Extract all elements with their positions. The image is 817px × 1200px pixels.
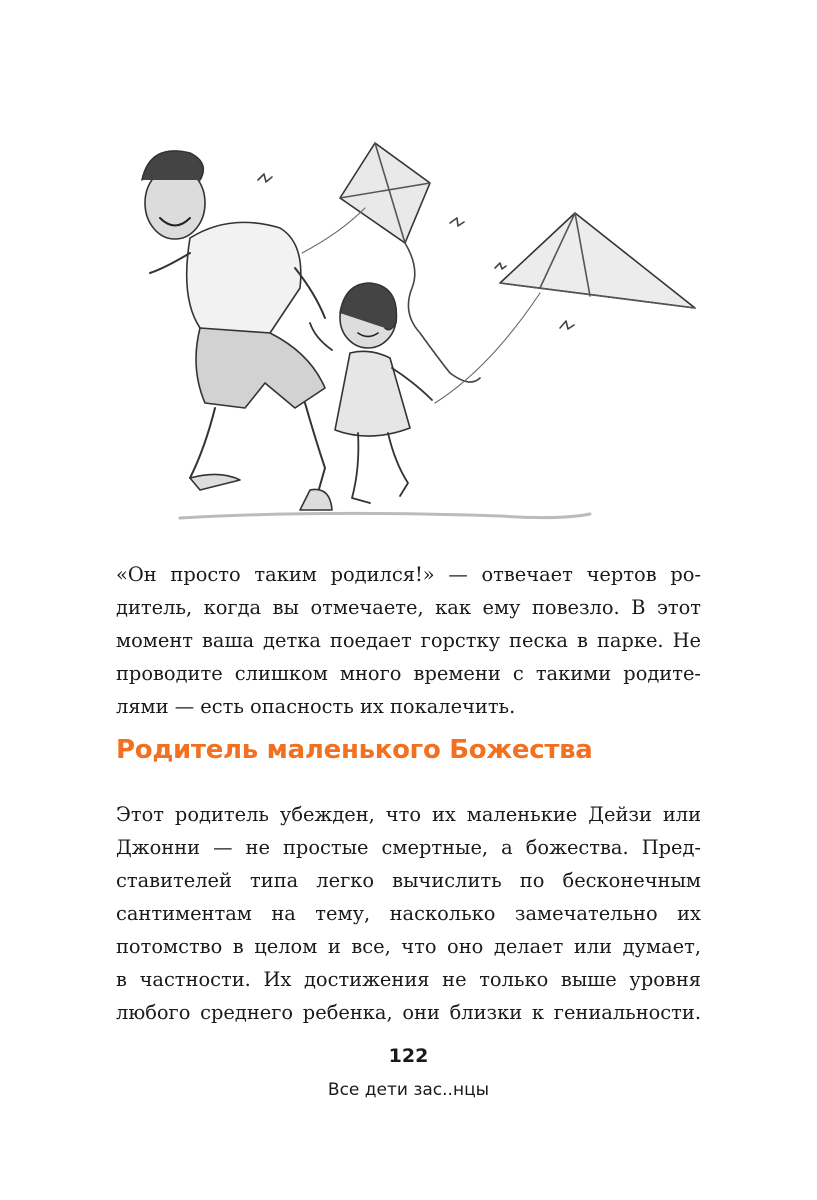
- paragraph-line: ставителей типа легко вычислить по бесконечным: [116, 869, 701, 892]
- paragraph-line: Этот родитель убежден, что их маленькие Дейзи или: [116, 803, 701, 826]
- kite-illustration: [120, 118, 710, 538]
- paragraph-line: «Он просто таким родился!» — отвечает чертов ро-: [116, 563, 701, 586]
- paragraph-line: проводите слишком много времени с такими родите-: [116, 662, 701, 685]
- paragraph-line: в частности. Их достижения не только выше уровня: [116, 968, 701, 991]
- paragraph-1: [116, 558, 701, 723]
- book-title-footer: Все дети зас..нцы: [327, 1080, 490, 1100]
- paragraph-line: дитель, когда вы отмечаете, как ему повезло. В этот: [116, 596, 701, 619]
- page-number: 122: [388, 1045, 429, 1067]
- paragraph-line: любого среднего ребенка, они близки к гениальности.: [116, 1001, 701, 1024]
- paragraph-line: сантиментам на тему, насколько замечательно их: [116, 902, 701, 925]
- paragraph-2: [116, 798, 701, 1029]
- paragraph-line: Джонни — не простые смертные, а божества. Пред-: [116, 836, 701, 859]
- paragraph-line: момент ваша детка поедает горстку песка в парке. Не: [116, 629, 701, 652]
- paragraph-line: потомство в целом и все, что оно делает или думает,: [116, 935, 701, 958]
- section-heading: Родитель маленького Божества: [116, 735, 593, 765]
- paragraph-line: лями — есть опасность их покалечить.: [116, 695, 516, 718]
- father-daughter-kites-sketch-icon: [120, 118, 710, 538]
